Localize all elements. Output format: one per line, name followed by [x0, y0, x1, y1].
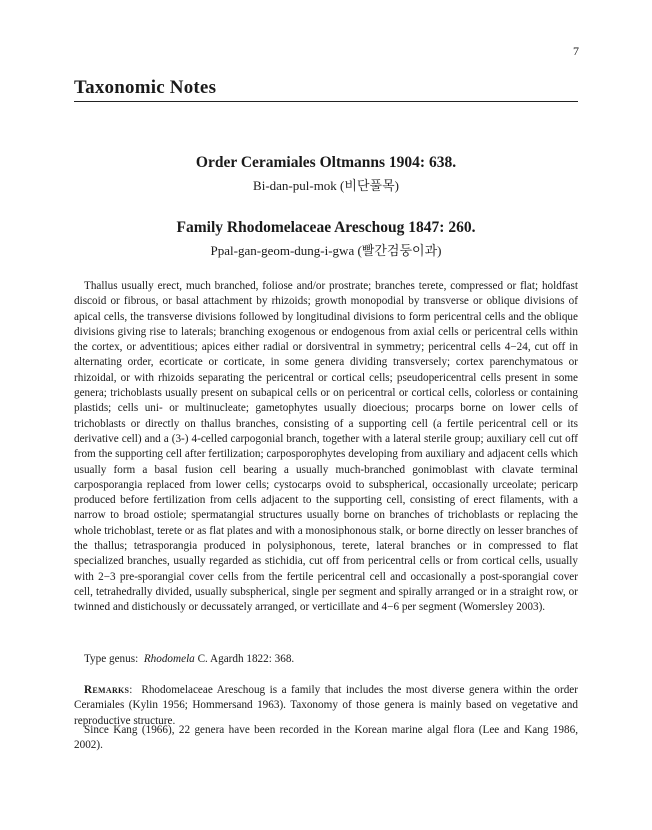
- since-text: Since Kang (1966), 22 genera have been recorded in the Korean marine algal flora (Lee and Kang 1986, 2002).: [74, 724, 578, 752]
- order-vernacular-name: Bi-dan-pul-mok (비단풀목): [253, 178, 399, 193]
- remarks-text: Rhodomelaceae Areschoug is a family that includes the most diverse genera within the order Ceramiales (Kylin 1956; Hommersand 1963). Taxonomy of those genera is mainly based on vegetative and reproductive structure.: [74, 684, 578, 727]
- family-heading: Family Rhodomelaceae Areschoug 1847: 260.: [176, 219, 476, 236]
- remarks-paragraph: [74, 683, 578, 729]
- type-genus-text: [74, 652, 578, 667]
- order-heading: Order Ceramiales Oltmanns 1904: 638.: [195, 154, 457, 171]
- section-divider: [74, 101, 578, 102]
- description-paragraph: [74, 279, 578, 616]
- type-genus-label: Type genus:: [84, 653, 139, 665]
- remarks-text-line: Remarks: Rhodomelaceae Areschoug is a family that includes the most diverse genera within the order Ceramiales (Kylin 1956; Hommersand 1963). Taxonomy of those genera is mainly based on vegetative and reproductive structure.: [74, 684, 578, 727]
- since-paragraph: [74, 723, 578, 754]
- page-number: 7: [573, 44, 579, 58]
- family-vernacular-name: Ppal-gan-geom-dung-i-gwa (빨간검둥이과): [210, 243, 442, 258]
- remarks-label: Remarks: [84, 684, 130, 696]
- type-genus-line: [74, 652, 578, 667]
- description-text: Thallus usually erect, much branched, foliose and/or prostrate; branches terete, compressed or flat; holdfast discoid or fibrous, or basal attachment by rhizoids; growth monopodial by transverse or oblique divisions of apical cells, the transverse divisions followed by longitudinal divisions to form pericentral cells and the oblique divisions giving rise to laterals; branching exogenous or endogenous from axial cells or pericentral cells within the cortex, or adventitious; apices either radial or dorsiventral in symmetry; pericentral cells 4−24, cut off in alternating order, ecorticate or corticate, in some genera dividing transversely; cortex parenchymatous or rhizoidal, or with rhizoids separating the pericentral or cortical cells; pseudopericentral cells present in some genera; trichoblasts usually present on subapical cells or on pericentral or cortical cells, colorless or containing plastids; cells uni- or multinucleate; gametophytes usually dioecious; procarps borne on lower cells of trichoblasts or directly on thallus branches, consisting of a supporting cell (a fertile pericentral cell or its derivative cell) and a (3-) 4-celled carpogonial branch, together with a lateral sterile group; auxiliary cell cut off from the supporting cell after fertilization; carposporophytes developing from auxiliary and adjacent cells which usually form a basal fusion cell bearing a usually much-branched gonimoblast with clavate terminal carposporangia replaced from lower cells; cystocarps ovoid to subspherical, occasionally urceolate; pericarp produced before fertilization from cells adjacent to the supporting cell, consisting of erect filaments, with a narrow to broad ostiole; spermatangial structures usually borne on branches of trichoblasts or replacing the whole trichoblast, terete or as flat plates and with a monosiphonous stalk, or borne directly on lesser branches of the thallus; tetrasporangia produced in polysiphonous, terete, lateral branches or in compressed to flat specialized branches, usually regarded as stichidia, cut off from pericentral cells or from cortical cells, usually with 2−3 pre-sporangial cover cells from the fertile pericentral cell and occasionally a post-sporangial cover cell, tetrahedrally divided, usually subspherical, single per segment and spirally arranged or in a straight row, or twinned and distichously or decussately arranged, or verticillate and 4−6 per segment (Womersley 2003).: [74, 280, 578, 614]
- type-genus-name: Rhodomela: [143, 653, 195, 665]
- type-genus-authority: C. Agardh 1822: 368.: [197, 653, 295, 665]
- section-title: Taxonomic Notes: [74, 77, 217, 98]
